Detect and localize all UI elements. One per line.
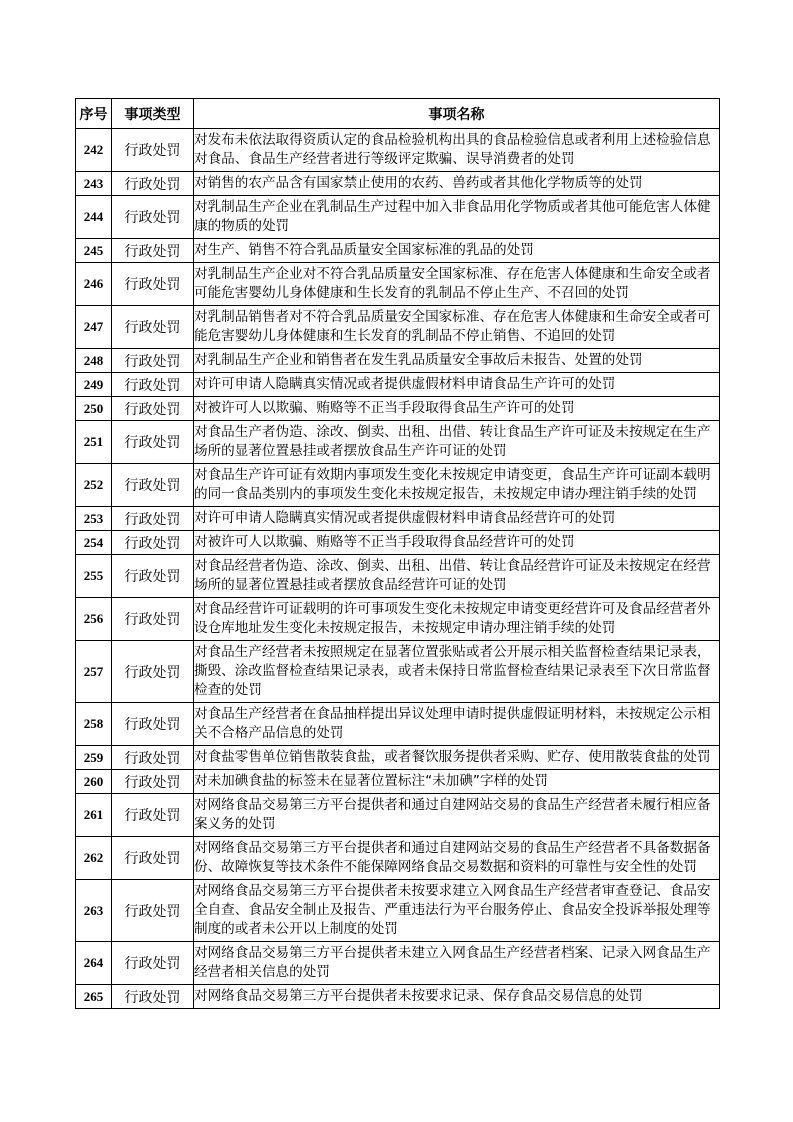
matter-name-cell: 对发布未依法取得资质认定的食品检验机构出具的食品检验信息或者利用上述检验信息对食品、食品生产经营者进行等级评定欺骗、误导消费者的处罚 [194, 129, 720, 172]
table-row [76, 421, 720, 464]
matter-type-cell: 行政处罚 [112, 397, 194, 421]
matter-type-cell: 行政处罚 [112, 196, 194, 239]
matter-name-cell: 对网络食品交易第三方平台提供者和通过自建网站交易的食品生产经营者未履行相应备案义务的处罚 [194, 794, 720, 837]
matter-name-cell: 对网络食品交易第三方平台提供者和通过自建网站交易的食品生产经营者不具备数据备份、故障恢复等技术条件不能保障网络食品交易数据和资料的可靠性与安全性的处罚 [194, 837, 720, 880]
table-row [76, 306, 720, 349]
matter-name-cell: 对食盐零售单位销售散装食盐，或者餐饮服务提供者采购、贮存、使用散装食盐的处罚 [194, 746, 720, 770]
table-row [76, 598, 720, 641]
matter-name-cell: 对生产、销售不符合乳品质量安全国家标准的乳品的处罚 [194, 239, 720, 263]
matter-type-cell: 行政处罚 [112, 985, 194, 1009]
matter-type-cell: 行政处罚 [112, 464, 194, 507]
table-row [76, 373, 720, 397]
table-row [76, 794, 720, 837]
table-row [76, 196, 720, 239]
header-matter-name: 事项名称 [194, 99, 720, 129]
matter-name-cell: 对销售的农产品含有国家禁止使用的农药、兽药或者其他化学物质等的处罚 [194, 172, 720, 196]
matter-name-cell: 对网络食品交易第三方平台提供者未按要求记录、保存食品交易信息的处罚 [194, 985, 720, 1009]
serial-number-cell: 255 [76, 555, 112, 598]
table-row [76, 555, 720, 598]
matter-type-cell: 行政处罚 [112, 239, 194, 263]
matter-type-cell: 行政处罚 [112, 172, 194, 196]
table-row [76, 172, 720, 196]
serial-number-cell: 244 [76, 196, 112, 239]
serial-number-cell: 248 [76, 349, 112, 373]
matter-name-cell: 对乳制品生产企业对不符合乳品质量安全国家标准、存在危害人体健康和生命安全或者可能危害婴幼儿身体健康和生长发育的乳制品不停止生产、不召回的处罚 [194, 263, 720, 306]
table-row [76, 239, 720, 263]
matter-name-cell: 对食品生产经营者在食品抽样提出异议处理申请时提供虚假证明材料，未按规定公示相关不合格产品信息的处罚 [194, 703, 720, 746]
serial-number-cell: 258 [76, 703, 112, 746]
table-row [76, 746, 720, 770]
serial-number-cell: 263 [76, 880, 112, 942]
serial-number-cell: 257 [76, 641, 112, 703]
matter-name-cell: 对食品经营者伪造、涂改、倒卖、出租、出借、转让食品经营许可证及未按规定在经营场所的显著位置悬挂或者摆放食品经营许可证的处罚 [194, 555, 720, 598]
matter-name-cell: 对乳制品生产企业在乳制品生产过程中加入非食品用化学物质或者其他可能危害人体健康的物质的处罚 [194, 196, 720, 239]
matter-type-cell: 行政处罚 [112, 641, 194, 703]
serial-number-cell: 247 [76, 306, 112, 349]
serial-number-cell: 260 [76, 770, 112, 794]
serial-number-cell: 262 [76, 837, 112, 880]
table-row [76, 397, 720, 421]
matter-name-cell: 对食品经营许可证载明的许可事项发生变化未按规定申请变更经营许可及食品经营者外设仓库地址发生变化未按规定报告，未按规定申请办理注销手续的处罚 [194, 598, 720, 641]
serial-number-cell: 261 [76, 794, 112, 837]
serial-number-cell: 245 [76, 239, 112, 263]
matter-name-cell: 对被许可人以欺骗、贿赂等不正当手段取得食品生产许可的处罚 [194, 397, 720, 421]
header-serial-number: 序号 [76, 99, 112, 129]
matter-type-cell: 行政处罚 [112, 837, 194, 880]
serial-number-cell: 254 [76, 531, 112, 555]
table-row [76, 263, 720, 306]
table-row [76, 703, 720, 746]
table-header-row [76, 99, 720, 129]
table-row [76, 349, 720, 373]
matter-name-cell: 对被许可人以欺骗、贿赂等不正当手段取得食品经营许可的处罚 [194, 531, 720, 555]
matter-type-cell: 行政处罚 [112, 421, 194, 464]
serial-number-cell: 259 [76, 746, 112, 770]
matter-name-cell: 对未加碘食盐的标签未在显著位置标注“未加碘”字样的处罚 [194, 770, 720, 794]
serial-number-cell: 249 [76, 373, 112, 397]
table-row [76, 641, 720, 703]
serial-number-cell: 265 [76, 985, 112, 1009]
table-row [76, 942, 720, 985]
table-row [76, 129, 720, 172]
matter-name-cell: 对乳制品销售者对不符合乳品质量安全国家标准、存在危害人体健康和生命安全或者可能危害婴幼儿身体健康和生长发育的乳制品不停止销售、不追回的处罚 [194, 306, 720, 349]
matter-type-cell: 行政处罚 [112, 794, 194, 837]
serial-number-cell: 252 [76, 464, 112, 507]
table-row [76, 531, 720, 555]
serial-number-cell: 243 [76, 172, 112, 196]
table-row [76, 985, 720, 1009]
table-row [76, 880, 720, 942]
matter-name-cell: 对网络食品交易第三方平台提供者未按要求建立入网食品生产经营者审查登记、食品安全自查、食品安全制止及报告、严重违法行为平台服务停止、食品安全投诉举报处理等制度的或者未公开以上制度的处罚 [194, 880, 720, 942]
table-row [76, 464, 720, 507]
serial-number-cell: 246 [76, 263, 112, 306]
matter-type-cell: 行政处罚 [112, 770, 194, 794]
table-row [76, 837, 720, 880]
header-matter-type: 事项类型 [112, 99, 194, 129]
matter-name-cell: 对食品生产许可证有效期内事项发生变化未按规定申请变更，食品生产许可证副本载明的同一食品类别内的事项发生变化未按规定报告，未按规定申请办理注销手续的处罚 [194, 464, 720, 507]
matter-type-cell: 行政处罚 [112, 598, 194, 641]
serial-number-cell: 264 [76, 942, 112, 985]
matter-type-cell: 行政处罚 [112, 531, 194, 555]
table-row [76, 507, 720, 531]
matter-type-cell: 行政处罚 [112, 306, 194, 349]
matter-name-cell: 对许可申请人隐瞒真实情况或者提供虚假材料申请食品生产许可的处罚 [194, 373, 720, 397]
matter-name-cell: 对食品生产者伪造、涂改、倒卖、出租、出借、转让食品生产许可证及未按规定在生产场所的显著位置悬挂或者摆放食品生产许可证的处罚 [194, 421, 720, 464]
serial-number-cell: 256 [76, 598, 112, 641]
matters-table [75, 98, 720, 1009]
matter-type-cell: 行政处罚 [112, 703, 194, 746]
matter-name-cell: 对乳制品生产企业和销售者在发生乳品质量安全事故后未报告、处置的处罚 [194, 349, 720, 373]
matter-type-cell: 行政处罚 [112, 555, 194, 598]
matter-type-cell: 行政处罚 [112, 880, 194, 942]
matter-type-cell: 行政处罚 [112, 263, 194, 306]
matter-name-cell: 对食品生产经营者未按照规定在显著位置张贴或者公开展示相关监督检查结果记录表，撕毁、涂改监督检查结果记录表，或者未保持日常监督检查结果记录表至下次日常监督检查的处罚 [194, 641, 720, 703]
serial-number-cell: 253 [76, 507, 112, 531]
serial-number-cell: 242 [76, 129, 112, 172]
serial-number-cell: 250 [76, 397, 112, 421]
matter-type-cell: 行政处罚 [112, 942, 194, 985]
matter-type-cell: 行政处罚 [112, 507, 194, 531]
matter-type-cell: 行政处罚 [112, 746, 194, 770]
matter-type-cell: 行政处罚 [112, 349, 194, 373]
matter-type-cell: 行政处罚 [112, 373, 194, 397]
matter-name-cell: 对许可申请人隐瞒真实情况或者提供虚假材料申请食品经营许可的处罚 [194, 507, 720, 531]
matter-type-cell: 行政处罚 [112, 129, 194, 172]
table-row [76, 770, 720, 794]
serial-number-cell: 251 [76, 421, 112, 464]
matter-name-cell: 对网络食品交易第三方平台提供者未建立入网食品生产经营者档案、记录入网食品生产经营者相关信息的处罚 [194, 942, 720, 985]
